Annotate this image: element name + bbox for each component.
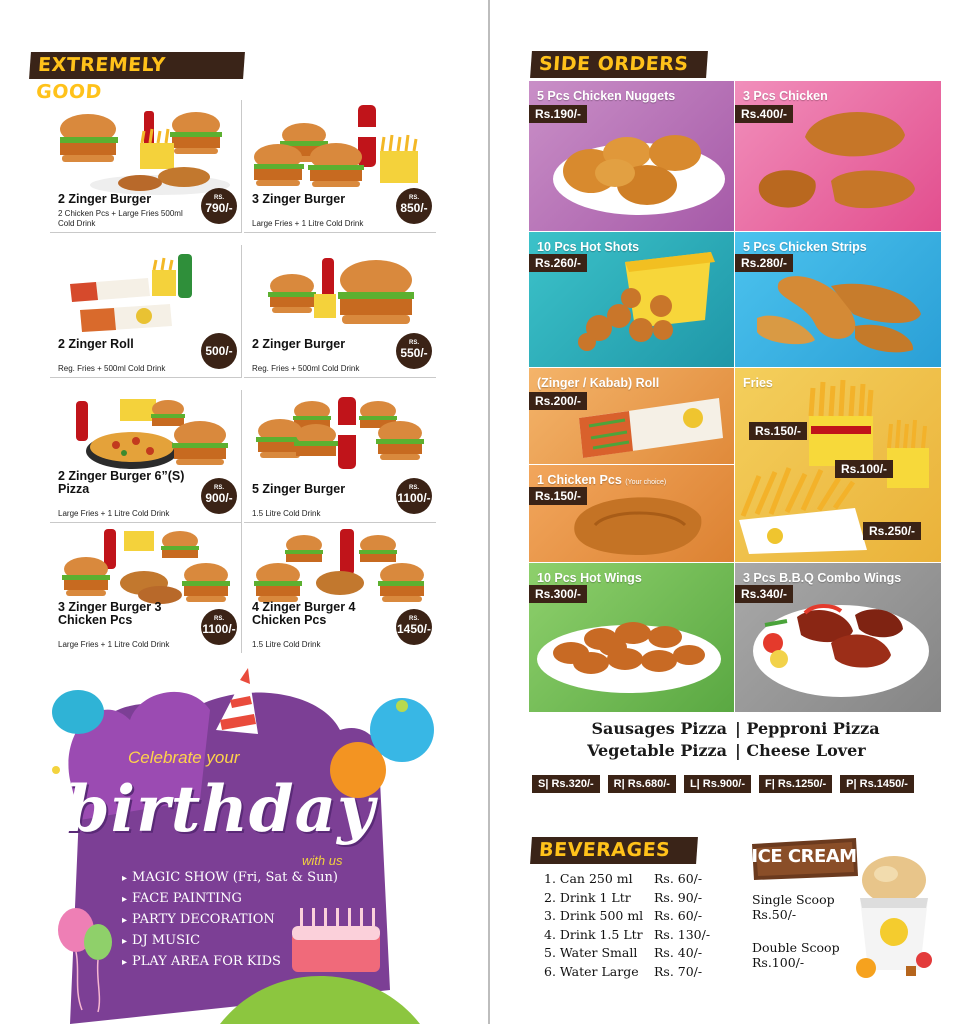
tile-title: 5 Pcs Chicken Nuggets xyxy=(537,89,676,103)
tile-3-pcs-chicken[interactable] xyxy=(735,81,941,231)
tile-title: 3 Pcs Chicken xyxy=(743,89,828,103)
deal-card[interactable] xyxy=(50,390,242,523)
pizza-row xyxy=(568,718,880,740)
deal-description: Large Fries + 1 Litre Cold Drink xyxy=(58,639,170,649)
pizza-sizes xyxy=(532,775,914,793)
price-badge: RS. 790/- xyxy=(201,188,237,224)
price-badge: RS. 1450/- xyxy=(396,609,432,645)
beverage-item: 2. Drink 1 Ltr Rs. 90/- xyxy=(544,889,703,905)
ice-cream-cup-image xyxy=(846,852,940,982)
birthday-promo xyxy=(40,660,460,1024)
tile-1-chicken-pcs[interactable] xyxy=(529,465,734,562)
pizza-name: Sausages Pizza xyxy=(591,719,727,738)
tile-price: Rs.340/- xyxy=(735,585,793,603)
pizza-name: | Pepproni Pizza xyxy=(735,719,880,738)
deal-title: 2 Zinger Roll xyxy=(58,337,134,351)
fried-chicken-image xyxy=(735,81,941,231)
deal-title: 2 Zinger Burger 6”(S) Pizza xyxy=(58,469,185,496)
tile-price-large: Rs.250/- xyxy=(863,522,921,540)
tile-hot-shots[interactable] xyxy=(529,232,734,367)
celebrate-text: Celebrate your xyxy=(128,748,240,767)
tile-hot-wings[interactable] xyxy=(529,563,734,712)
birthday-heading: birthday xyxy=(65,772,376,847)
beverage-item: 1. Can 250 ml Rs. 60/- xyxy=(544,871,703,886)
deal-title: 3 Zinger Burger xyxy=(252,192,346,206)
roll-combo-image xyxy=(60,250,230,342)
tile-price-small: Rs.100/- xyxy=(835,460,893,478)
size-chip: P| Rs.1450/- xyxy=(840,775,914,793)
tile-title: 1 Chicken Pcs (Your choice) xyxy=(537,473,667,487)
extremely-good-label: EXTREMELY GOOD xyxy=(29,52,245,79)
tile-price-regular: Rs.150/- xyxy=(749,422,807,440)
deal-title: 3 Zinger Burger 3 Chicken Pcs xyxy=(58,600,162,627)
deals-grid xyxy=(50,100,438,649)
side-orders-label: SIDE ORDERS xyxy=(530,51,708,78)
pizza-name: Vegetable Pizza xyxy=(587,741,727,760)
deal-title: 4 Zinger Burger 4 Chicken Pcs xyxy=(252,600,356,627)
feature-item: ▸ DJ MUSIC xyxy=(122,931,338,952)
feature-item: ▸ FACE PAINTING xyxy=(122,889,338,910)
tile-fries[interactable] xyxy=(735,368,941,562)
beverage-item: 4. Drink 1.5 Ltr Rs. 130/- xyxy=(544,926,711,942)
deal-description: Large Fries + 1 Litre Cold Drink xyxy=(58,508,170,518)
pizza-name: | Cheese Lover xyxy=(735,741,866,760)
burger-combo-image xyxy=(254,105,424,197)
with-us-text: with us xyxy=(302,853,343,868)
deal-card[interactable] xyxy=(50,245,242,378)
deal-card[interactable] xyxy=(244,390,436,523)
size-chip: F| Rs.1250/- xyxy=(759,775,832,793)
price-badge: RS. 850/- xyxy=(396,188,432,224)
deal-card[interactable] xyxy=(50,520,242,653)
price-badge: RS. 1100/- xyxy=(396,478,432,514)
deal-description: 1.5 Litre Cold Drink xyxy=(252,639,321,649)
price-badge: RS. 550/- xyxy=(396,333,432,369)
beverage-item: 6. Water Large Rs. 70/- xyxy=(544,963,703,979)
deal-description: Reg. Fries + 500ml Cold Drink xyxy=(58,363,166,373)
ice-cream-heading: ICE CREAM xyxy=(751,846,857,867)
tile-title: 10 Pcs Hot Shots xyxy=(537,240,640,254)
deal-title: 5 Zinger Burger xyxy=(252,482,346,496)
burger-combo-image xyxy=(254,395,424,487)
beverages-label: BEVERAGES xyxy=(530,837,698,864)
tile-bbq-combo-wings[interactable] xyxy=(735,563,941,712)
deal-title: 2 Zinger Burger xyxy=(58,192,152,206)
tile-price: Rs.150/- xyxy=(529,487,587,505)
feature-item: ▸ MAGIC SHOW (Fri, Sat & Sun) xyxy=(122,868,338,889)
deal-card[interactable] xyxy=(50,100,242,233)
fold-line xyxy=(488,0,490,1024)
tile-title: 10 Pcs Hot Wings xyxy=(537,571,642,585)
tile-roll[interactable] xyxy=(529,368,734,464)
beverage-item: 5. Water Small Rs. 40/- xyxy=(544,945,703,960)
tile-price: Rs.190/- xyxy=(529,105,587,123)
deal-description: 2 Chicken Pcs + Large Fries 500ml Cold Drink xyxy=(58,209,183,228)
size-chip: S| Rs.320/- xyxy=(532,775,600,793)
ice-cream-item: Single Scoop Rs.50/- xyxy=(752,892,835,922)
deal-description: 1.5 Litre Cold Drink xyxy=(252,508,321,518)
tile-title: Fries xyxy=(743,376,773,390)
burger-combo-image xyxy=(254,250,424,342)
pizza-list xyxy=(568,718,880,762)
tile-chicken-strips[interactable] xyxy=(735,232,941,367)
ice-cream-item: Double Scoop Rs.100/- xyxy=(752,940,840,970)
tile-title: 5 Pcs Chicken Strips xyxy=(743,240,867,254)
deal-card[interactable] xyxy=(244,520,436,653)
deal-title: 2 Zinger Burger xyxy=(252,337,346,351)
size-chip: L| Rs.900/- xyxy=(684,775,751,793)
beverages-list xyxy=(544,870,710,981)
pizza-row xyxy=(568,740,880,762)
birthday-features xyxy=(122,868,338,973)
tile-note: (Your choice) xyxy=(625,479,667,486)
feature-item: ▸ PARTY DECORATION xyxy=(122,910,338,931)
size-chip: R| Rs.680/- xyxy=(608,775,676,793)
deal-card[interactable] xyxy=(244,100,436,233)
deal-description: Large Fries + 1 Litre Cold Drink xyxy=(252,218,364,228)
price-badge: RS. 1100/- xyxy=(201,609,237,645)
tile-title: (Zinger / Kabab) Roll xyxy=(537,376,660,390)
feature-item: ▸ PLAY AREA FOR KIDS xyxy=(122,952,338,973)
tile-chicken-nuggets[interactable] xyxy=(529,81,734,231)
tile-price: Rs.260/- xyxy=(529,254,587,272)
tile-price: Rs.300/- xyxy=(529,585,587,603)
deal-card[interactable] xyxy=(244,245,436,378)
price-badge: 500/- xyxy=(201,333,237,369)
burger-combo-image xyxy=(60,105,230,197)
tile-price: Rs.400/- xyxy=(735,105,793,123)
price-badge: RS. 900/- xyxy=(201,478,237,514)
tile-title: 3 Pcs B.B.Q Combo Wings xyxy=(743,571,902,585)
nuggets-image xyxy=(529,81,734,231)
deal-description: Reg. Fries + 500ml Cold Drink xyxy=(252,363,360,373)
tile-price: Rs.200/- xyxy=(529,392,587,410)
beverage-item: 3. Drink 500 ml Rs. 60/- xyxy=(544,908,703,923)
tile-price: Rs.280/- xyxy=(735,254,793,272)
